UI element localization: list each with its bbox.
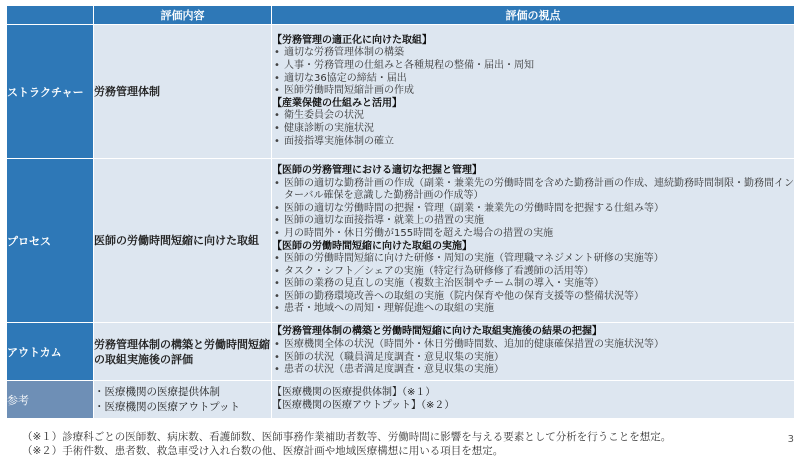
- viewpoint-item: • 人事・労務管理の仕組みと各種規程の整備・届出・周知: [272, 60, 794, 73]
- header-content: 評価内容: [94, 6, 272, 25]
- table-row: [7, 323, 795, 381]
- table-header-row: [7, 6, 795, 25]
- header-category: [7, 6, 94, 25]
- viewpoint-item: • 医師の業務の見直しの実施（複数主治医制やチーム制の導入・実施等）: [272, 278, 794, 291]
- viewpoint-list: [272, 110, 794, 148]
- viewpoint-item: • 医師の適切な勤務計画の作成（副業・兼業先の労働時間を含めた勤務計画の作成、連続勤務時間制限・勤務間インターバル確保を意識した勤務計画の作成等）: [272, 178, 794, 203]
- viewpoint-heading: 【産業保健の仕組みと活用】: [272, 97, 402, 109]
- row-content: [94, 381, 272, 419]
- row-viewpoint: [272, 381, 795, 419]
- reference-line: 【医療機関の医療提供体制】（※１）: [272, 386, 436, 398]
- viewpoint-item: • 医師の勤務環境改善への取組の実施（院内保育や他の保育支援等の整備状況等）: [272, 291, 794, 304]
- viewpoint-item: • タスク・シフト／シェアの実施（特定行為研修修了看護師の活用等）: [272, 266, 794, 279]
- viewpoint-heading: 【労務管理の適正化に向けた取組】: [272, 34, 432, 46]
- row-viewpoint: [272, 25, 795, 159]
- viewpoint-list: [272, 253, 794, 316]
- row-category: アウトカム: [7, 323, 94, 381]
- row-viewpoint: [272, 323, 795, 381]
- viewpoint-list: [272, 339, 794, 377]
- row-category: プロセス: [7, 159, 94, 323]
- viewpoint-item: • 医師労働時間短縮計画の作成: [272, 85, 794, 98]
- viewpoint-heading: 【医師の労務管理における適切な把握と管理】: [272, 164, 482, 176]
- viewpoint-item: • 医療機関全体の状況（時間外・休日労働時間数、追加的健康確保措置の実施状況等）: [272, 339, 794, 352]
- viewpoint-item: • 適切な労務管理体制の構築: [272, 47, 794, 60]
- viewpoint-item: • 医師の適切な労働時間の把握・管理（副業・兼業先の労働時間を把握する仕組み等）: [272, 203, 794, 216]
- reference-line: 【医療機関の医療アウトプット】（※２）: [272, 399, 455, 411]
- viewpoint-item: • 適切な36協定の締結・届出: [272, 73, 794, 86]
- viewpoint-item: • 月の時間外・休日労働が155時間を超えた場合の措置の実施: [272, 228, 794, 241]
- viewpoint-item: • 衛生委員会の状況: [272, 110, 794, 123]
- footnotes: [22, 430, 671, 458]
- footnote-2: （※２）手術件数、患者数、救急車受け入れ台数の他、医療計画や地域医療構想に用いる項目を想定。: [22, 445, 504, 457]
- row-viewpoint: [272, 159, 795, 323]
- row-category: 参考: [7, 381, 94, 419]
- viewpoint-item: • 面接指導実施体制の確立: [272, 136, 794, 149]
- viewpoint-heading: 【医師の労働時間短縮に向けた取組の実施】: [272, 240, 472, 252]
- viewpoint-item: • 患者の状況（患者満足度調査・意見収集の実施）: [272, 364, 794, 377]
- page-number: 3: [787, 434, 794, 445]
- viewpoint-item: • 医師の適切な面接指導・就業上の措置の実施: [272, 215, 794, 228]
- evaluation-table: [6, 5, 795, 419]
- row-content: 労務管理体制の構築と労働時間短縮の取組実施後の評価: [94, 323, 272, 381]
- content-line: ・医療機関の医療提供体制: [94, 385, 220, 398]
- content-line: ・医療機関の医療アウトプット: [94, 400, 240, 413]
- viewpoint-item: • 医師の労働時間短縮に向けた研修・周知の実施（管理職マネジメント研修の実施等）: [272, 253, 794, 266]
- viewpoint-list: [272, 47, 794, 97]
- row-content: 医師の労働時間短縮に向けた取組: [94, 159, 272, 323]
- viewpoint-item: • 健康診断の実施状況: [272, 123, 794, 136]
- viewpoint-heading: 【労務管理体制の構築と労働時間短縮に向けた取組実施後の結果の把握】: [272, 326, 602, 338]
- row-category: ストラクチャー: [7, 25, 94, 159]
- table-row: [7, 159, 795, 323]
- row-content: 労務管理体制: [94, 25, 272, 159]
- viewpoint-list: [272, 178, 794, 241]
- viewpoint-item: • 医師の状況（職員満足度調査・意見収集の実施）: [272, 352, 794, 365]
- footnote-1: （※１）診療科ごとの医師数、病床数、看護師数、医師事務作業補助者数等、労働時間に影響を与える要素として分析を行うことを想定。: [22, 431, 672, 443]
- viewpoint-item: • 患者・地域への周知・理解促進への取組の実施: [272, 303, 794, 316]
- table-row: [7, 25, 795, 159]
- header-viewpoint: 評価の視点: [272, 6, 795, 25]
- table-row: [7, 381, 795, 419]
